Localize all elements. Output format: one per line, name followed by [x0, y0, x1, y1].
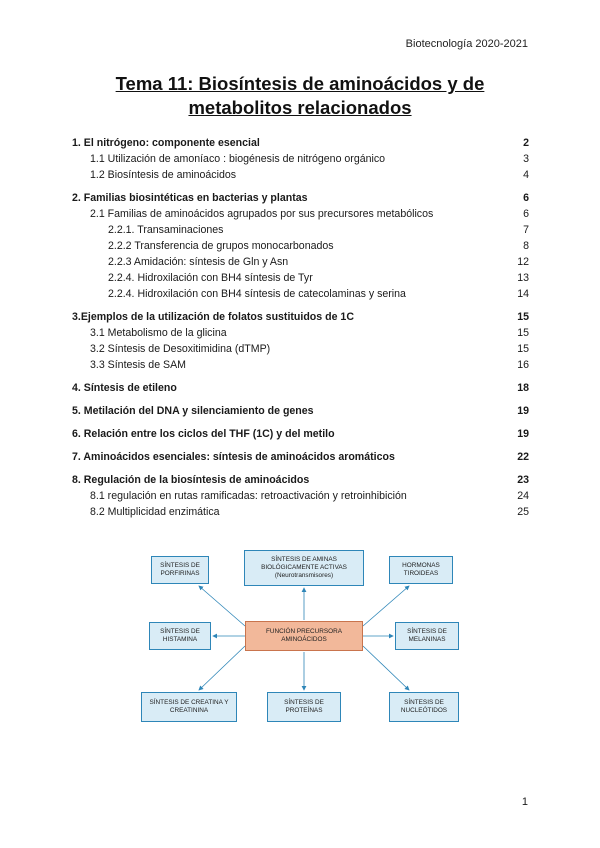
toc-entry[interactable]	[72, 137, 529, 151]
toc-entry-label: 8.2 Multiplicidad enzimática	[90, 506, 220, 518]
toc-entry-page: 12	[517, 256, 529, 268]
toc-entry-label: 3.3 Síntesis de SAM	[90, 359, 186, 371]
toc-entry-page: 7	[523, 224, 529, 236]
precursor-function-diagram	[141, 544, 467, 728]
box-melaninas: SÍNTESIS DE MELANINAS	[395, 622, 459, 650]
toc-entry-page: 22	[517, 451, 529, 463]
toc-entry-page: 15	[517, 327, 529, 339]
toc-entry[interactable]	[72, 169, 529, 183]
toc-entry[interactable]	[72, 506, 529, 520]
toc-entry-page: 15	[517, 343, 529, 355]
toc-entry-label: 2.2.4. Hidroxilación con BH4 síntesis de Tyr	[108, 272, 313, 284]
toc-entry-page: 2	[523, 137, 529, 149]
toc-entry-label: 6. Relación entre los ciclos del THF (1C) y del metilo	[72, 428, 335, 440]
box-nucleotidos: SÍNTESIS DE NUCLEÓTIDOS	[389, 692, 459, 722]
toc-entry-label: 1.2 Biosíntesis de aminoácidos	[90, 169, 237, 181]
toc-entry-label: 3.Ejemplos de la utilización de folatos sustituidos de 1C	[72, 311, 354, 323]
toc-entry-page: 16	[517, 359, 529, 371]
toc-entry-label: 3.1 Metabolismo de la glicina	[90, 327, 227, 339]
page-title	[0, 72, 600, 120]
toc-entry[interactable]	[72, 208, 529, 222]
toc-entry[interactable]	[72, 240, 529, 254]
toc-entry-page: 25	[517, 506, 529, 518]
course-header: Biotecnología 2020-2021	[405, 38, 528, 50]
toc-entry-page: 18	[517, 382, 529, 394]
page-number: 1	[521, 796, 528, 808]
toc-entry-page: 19	[517, 405, 529, 417]
toc-entry-label: 8.1 regulación en rutas ramificadas: retroactivación y retroinhibición	[90, 490, 407, 502]
box-porfirinas: SÍNTESIS DE PORFIRINAS	[151, 556, 209, 584]
toc-entry-page: 23	[517, 474, 529, 486]
toc-entry[interactable]	[72, 256, 529, 270]
toc-entry[interactable]	[72, 343, 529, 357]
arrow-to-nucleotidos	[363, 646, 409, 690]
toc-entry-label: 2.2.1. Transaminaciones	[108, 224, 224, 236]
toc-entry-label: 3.2 Síntesis de Desoxitimidina (dTMP)	[90, 343, 271, 355]
toc-entry[interactable]	[72, 327, 529, 341]
toc-entry-page: 6	[523, 208, 529, 220]
toc-entry[interactable]	[72, 192, 529, 206]
toc-entry-page: 24	[517, 490, 529, 502]
toc-entry-label: 1.1 Utilización de amoníaco : biogénesis de nitrógeno orgánico	[90, 153, 386, 165]
toc-entry-page: 8	[523, 240, 529, 252]
toc-entry[interactable]	[72, 288, 529, 302]
box-hormonas: HORMONAS TIROIDEAS	[389, 556, 453, 584]
toc-entry-page: 15	[517, 311, 529, 323]
toc-entry-label: 2. Familias biosintéticas en bacterias y plantas	[72, 192, 308, 204]
arrow-to-porfirinas	[199, 586, 245, 626]
title-line-2: metabolitos relacionados	[188, 97, 412, 118]
toc-entry-page: 14	[517, 288, 529, 300]
toc-entry-label: 7. Aminoácidos esenciales: síntesis de aminoácidos aromáticos	[72, 451, 395, 463]
box-proteinas: SÍNTESIS DE PROTEÍNAS	[267, 692, 341, 722]
toc-entry-page: 19	[517, 428, 529, 440]
toc-entry-label: 2.2.2 Transferencia de grupos monocarbonados	[108, 240, 334, 252]
toc-entry-page: 13	[517, 272, 529, 284]
title-line-1: Tema 11: Biosíntesis de aminoácidos y de	[115, 73, 485, 94]
toc-entry[interactable]	[72, 474, 529, 488]
toc-entry[interactable]	[72, 451, 529, 465]
toc-entry-label: 1. El nitrógeno: componente esencial	[72, 137, 260, 149]
toc-entry[interactable]	[72, 359, 529, 373]
toc-entry-label: 8. Regulación de la biosíntesis de aminoácidos	[72, 474, 310, 486]
toc-entry[interactable]	[72, 428, 529, 442]
arrow-to-hormonas	[363, 586, 409, 626]
toc-entry-label: 2.2.4. Hidroxilación con BH4 síntesis de catecolaminas y serina	[108, 288, 406, 300]
toc-entry[interactable]	[72, 272, 529, 286]
toc-entry-label: 4. Síntesis de etileno	[72, 382, 177, 394]
toc-entry[interactable]	[72, 224, 529, 238]
box-creatina: SÍNTESIS DE CREATINA Y CREATININA	[141, 692, 237, 722]
arrow-to-creatina	[199, 646, 245, 690]
toc-entry-page: 3	[523, 153, 529, 165]
toc-entry-page: 4	[523, 169, 529, 181]
toc-entry[interactable]	[72, 490, 529, 504]
toc-entry[interactable]	[72, 382, 529, 396]
toc-entry-label: 2.2.3 Amidación: síntesis de Gln y Asn	[108, 256, 289, 268]
box-aminas: SÍNTESIS DE AMINAS BIOLÓGICAMENTE ACTIVAS (Neurotransmisores)	[244, 550, 364, 586]
toc-entry[interactable]	[72, 405, 529, 419]
toc-entry-label: 5. Metilación del DNA y silenciamiento de genes	[72, 405, 314, 417]
box-histamina: SÍNTESIS DE HISTAMINA	[149, 622, 211, 650]
toc-entry-page: 6	[523, 192, 529, 204]
toc-entry-label: 2.1 Familias de aminoácidos agrupados por sus precursores metabólicos	[90, 208, 434, 220]
toc-entry[interactable]	[72, 153, 529, 167]
toc-entry[interactable]	[72, 311, 529, 325]
box-center-precursor: FUNCIÓN PRECURSORA AMINOÁCIDOS	[245, 621, 363, 651]
